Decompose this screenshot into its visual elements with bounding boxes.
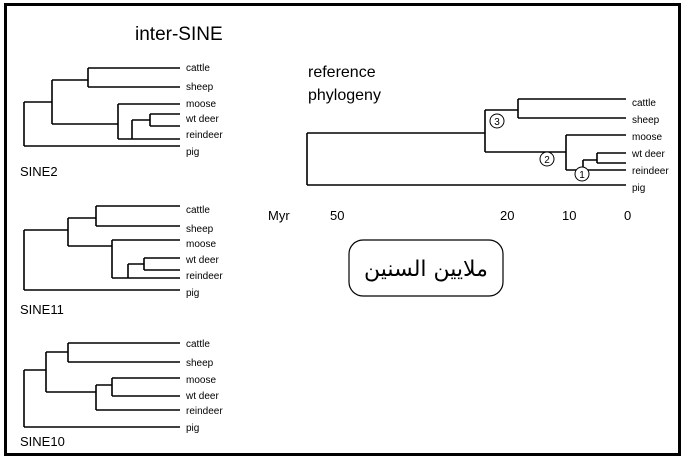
figure-title: inter-SINE xyxy=(135,24,223,45)
taxon-label-cattle: cattle xyxy=(186,339,210,350)
taxon-label-reindeer: reindeer xyxy=(186,271,223,282)
axis-tick-0: 0 xyxy=(624,208,632,223)
taxon-label-pig: pig xyxy=(186,288,200,299)
taxon-label-cattle: cattle xyxy=(186,205,210,216)
time-axis xyxy=(268,208,631,223)
axis-tick-10: 10 xyxy=(562,208,577,223)
taxon-label-reindeer: reindeer xyxy=(186,130,223,141)
taxon-label-moose: moose xyxy=(186,239,217,250)
tree-sine10 xyxy=(20,339,223,449)
ref-taxon-label-reindeer: reindeer xyxy=(632,166,669,177)
axis-tick-20: 20 xyxy=(500,208,515,223)
arabic-annotation-text: ملايين السنين xyxy=(364,257,488,282)
ref-taxon-label-pig: pig xyxy=(632,183,646,194)
tree-sine11 xyxy=(20,205,223,317)
taxon-label-reindeer: reindeer xyxy=(186,406,223,417)
taxon-label-moose: moose xyxy=(186,99,217,110)
ref-taxon-label-sheep: sheep xyxy=(632,115,660,126)
ref-taxon-label-cattle: cattle xyxy=(632,98,656,109)
taxon-label-moose: moose xyxy=(186,375,217,386)
taxon-label-cattle: cattle xyxy=(186,63,210,74)
arabic-annotation xyxy=(349,240,503,296)
axis-tick-50: 50 xyxy=(330,208,345,223)
taxon-label-wt-deer: wt deer xyxy=(186,255,219,266)
tree-label-sine2: SINE2 xyxy=(20,164,58,179)
taxon-label-sheep: sheep xyxy=(186,82,214,93)
taxon-label-sheep: sheep xyxy=(186,224,214,235)
axis-unit-label: Myr xyxy=(268,208,290,223)
node-label-3: 3 xyxy=(494,117,500,128)
taxon-label-sheep: sheep xyxy=(186,358,214,369)
taxon-label-pig: pig xyxy=(186,423,200,434)
node-label-1: 1 xyxy=(579,170,585,181)
ref-taxon-label-wt-deer: wt deer xyxy=(632,149,665,160)
reference-phylogeny xyxy=(307,64,669,194)
tree-label-sine10: SINE10 xyxy=(20,434,65,449)
taxon-label-wt-deer: wt deer xyxy=(186,114,219,125)
reference-label-line2: phylogeny xyxy=(308,87,381,104)
node-label-2: 2 xyxy=(544,155,550,166)
taxon-label-wt-deer: wt deer xyxy=(186,391,219,402)
taxon-label-pig: pig xyxy=(186,147,200,158)
tree-label-sine11: SINE11 xyxy=(20,302,64,317)
ref-taxon-label-moose: moose xyxy=(632,132,663,143)
tree-sine2 xyxy=(20,63,223,179)
reference-label-line1: reference xyxy=(308,64,376,81)
